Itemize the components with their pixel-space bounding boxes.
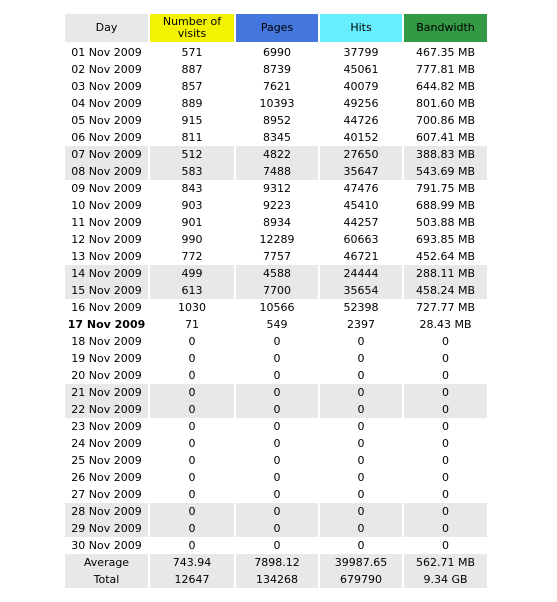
- table-row: [65, 43, 487, 61]
- cell-day: 16 Nov 2009: [65, 299, 149, 316]
- cell-day: 06 Nov 2009: [65, 129, 149, 146]
- cell-pages: 12289: [235, 231, 319, 248]
- cell-hits: 0: [319, 435, 403, 452]
- cell-visits: 0: [149, 418, 235, 435]
- cell-pages: 0: [235, 418, 319, 435]
- table-row: [65, 282, 487, 299]
- table-row: [65, 78, 487, 95]
- table-row: [65, 401, 487, 418]
- average-hits: 39987.65: [319, 554, 403, 571]
- cell-hits: 49256: [319, 95, 403, 112]
- header-visits: Number of visits: [149, 14, 235, 43]
- cell-visits: 571: [149, 43, 235, 61]
- cell-day: 15 Nov 2009: [65, 282, 149, 299]
- cell-bandwidth: 0: [403, 384, 487, 401]
- cell-hits: 40152: [319, 129, 403, 146]
- cell-bandwidth: 458.24 MB: [403, 282, 487, 299]
- cell-pages: 10566: [235, 299, 319, 316]
- cell-visits: 0: [149, 367, 235, 384]
- table-row: [65, 61, 487, 78]
- table-row: [65, 248, 487, 265]
- cell-bandwidth: 644.82 MB: [415, 80, 476, 93]
- cell-hits: 0: [319, 469, 403, 486]
- cell-day: 02 Nov 2009: [65, 61, 149, 78]
- cell-bandwidth: 0: [442, 539, 449, 552]
- cell-hits: 37799: [319, 43, 403, 61]
- cell-visits: 583: [149, 163, 235, 180]
- cell-bandwidth: 693.85 MB: [415, 233, 476, 246]
- daily-stats-table: [65, 14, 487, 588]
- cell-day: 29 Nov 2009: [65, 520, 149, 537]
- cell-bandwidth: 0: [442, 471, 449, 484]
- table-row: [65, 146, 487, 163]
- cell-day: 01 Nov 2009: [65, 43, 149, 61]
- table-row: [65, 384, 487, 401]
- cell-visits: 887: [149, 61, 235, 78]
- cell-bandwidth: 0: [442, 335, 449, 348]
- table-row: [65, 129, 487, 146]
- cell-pages: 8739: [235, 61, 319, 78]
- cell-bandwidth: 0: [442, 352, 449, 365]
- cell-hits: 45061: [319, 61, 403, 78]
- total-row: [65, 571, 487, 588]
- cell-pages: 6990: [235, 43, 319, 61]
- cell-bandwidth: 0: [442, 488, 449, 501]
- cell-day: 25 Nov 2009: [65, 452, 149, 469]
- table-row: [65, 537, 487, 554]
- cell-day: 08 Nov 2009: [65, 163, 149, 180]
- total-hits: 679790: [319, 571, 403, 588]
- total-visits: 12647: [149, 571, 235, 588]
- table-row: [65, 435, 487, 452]
- cell-bandwidth: 0: [442, 454, 449, 467]
- cell-visits: 0: [149, 401, 235, 418]
- cell-visits: 0: [149, 503, 235, 520]
- cell-pages: 0: [235, 367, 319, 384]
- cell-hits: 24444: [319, 265, 403, 282]
- cell-visits: 613: [149, 282, 235, 299]
- cell-bandwidth: 801.60 MB: [415, 97, 476, 110]
- cell-bandwidth: 28.43 MB: [419, 318, 472, 331]
- table-row: [65, 316, 487, 333]
- cell-bandwidth: 607.41 MB: [415, 131, 476, 144]
- table-row: [65, 367, 487, 384]
- cell-pages: 7488: [235, 163, 319, 180]
- cell-hits: 45410: [319, 197, 403, 214]
- table-row: [65, 452, 487, 469]
- cell-bandwidth: 688.99 MB: [415, 199, 476, 212]
- average-bandwidth: 562.71 MB: [403, 554, 487, 571]
- header-pages: Pages: [235, 14, 319, 43]
- cell-hits: 0: [319, 418, 403, 435]
- cell-visits: 990: [149, 231, 235, 248]
- cell-day: 23 Nov 2009: [65, 418, 149, 435]
- cell-day: 19 Nov 2009: [65, 350, 149, 367]
- cell-day: 12 Nov 2009: [65, 231, 149, 248]
- cell-day: 11 Nov 2009: [65, 214, 149, 231]
- cell-pages: 7757: [235, 248, 319, 265]
- cell-pages: 0: [235, 350, 319, 367]
- table-row: [65, 163, 487, 180]
- cell-visits: 0: [149, 469, 235, 486]
- table-row: [65, 299, 487, 316]
- cell-hits: 0: [319, 401, 403, 418]
- header-bandwidth: Bandwidth: [403, 14, 487, 43]
- cell-hits: 0: [319, 520, 403, 537]
- table-row: [65, 350, 487, 367]
- cell-pages: 8952: [235, 112, 319, 129]
- cell-hits: 0: [319, 333, 403, 350]
- cell-bandwidth: 727.77 MB: [415, 301, 476, 314]
- table-row: [65, 112, 487, 129]
- cell-bandwidth: 543.69 MB: [403, 163, 487, 180]
- cell-bandwidth: 0: [403, 520, 487, 537]
- average-visits: 743.94: [149, 554, 235, 571]
- cell-pages: 4588: [235, 265, 319, 282]
- cell-hits: 0: [319, 350, 403, 367]
- average-label: Average: [65, 554, 149, 571]
- cell-bandwidth: 791.75 MB: [415, 182, 476, 195]
- cell-day: 28 Nov 2009: [65, 503, 149, 520]
- table-row: [65, 197, 487, 214]
- cell-hits: 35647: [319, 163, 403, 180]
- average-pages: 7898.12: [235, 554, 319, 571]
- cell-visits: 0: [149, 537, 235, 554]
- cell-pages: 10393: [235, 95, 319, 112]
- cell-bandwidth: 0: [442, 369, 449, 382]
- cell-bandwidth: 0: [403, 503, 487, 520]
- cell-day: 03 Nov 2009: [65, 78, 149, 95]
- cell-visits: 0: [149, 384, 235, 401]
- cell-pages: 0: [235, 469, 319, 486]
- cell-day: 07 Nov 2009: [65, 146, 149, 163]
- cell-hits: 27650: [319, 146, 403, 163]
- cell-bandwidth: 0: [403, 401, 487, 418]
- table-row: [65, 469, 487, 486]
- cell-pages: 0: [235, 333, 319, 350]
- cell-bandwidth: 777.81 MB: [415, 63, 476, 76]
- cell-hits: 44726: [319, 112, 403, 129]
- header-hits: Hits: [319, 14, 403, 43]
- cell-day: 30 Nov 2009: [65, 537, 149, 554]
- cell-visits: 512: [149, 146, 235, 163]
- cell-visits: 0: [149, 452, 235, 469]
- cell-pages: 4822: [235, 146, 319, 163]
- table-row: [65, 486, 487, 503]
- cell-day: 27 Nov 2009: [65, 486, 149, 503]
- cell-hits: 0: [319, 486, 403, 503]
- cell-pages: 0: [235, 384, 319, 401]
- cell-pages: 0: [235, 435, 319, 452]
- cell-day: 17 Nov 2009: [65, 316, 149, 333]
- cell-hits: 0: [319, 452, 403, 469]
- cell-hits: 0: [319, 537, 403, 554]
- cell-day: 10 Nov 2009: [65, 197, 149, 214]
- cell-hits: 52398: [319, 299, 403, 316]
- cell-visits: 0: [149, 350, 235, 367]
- total-label: Total: [65, 571, 149, 588]
- cell-pages: 0: [235, 520, 319, 537]
- total-bandwidth: 9.34 GB: [403, 571, 487, 588]
- cell-bandwidth: 700.86 MB: [415, 114, 476, 127]
- cell-bandwidth: 288.11 MB: [403, 265, 487, 282]
- cell-bandwidth: 388.83 MB: [403, 146, 487, 163]
- table-row: [65, 214, 487, 231]
- cell-visits: 0: [149, 435, 235, 452]
- cell-hits: 40079: [319, 78, 403, 95]
- cell-day: 21 Nov 2009: [65, 384, 149, 401]
- table-row: [65, 265, 487, 282]
- cell-visits: 0: [149, 486, 235, 503]
- cell-visits: 889: [149, 95, 235, 112]
- table-row: [65, 95, 487, 112]
- cell-pages: 7700: [235, 282, 319, 299]
- cell-pages: 9223: [235, 197, 319, 214]
- cell-visits: 901: [149, 214, 235, 231]
- cell-pages: 549: [235, 316, 319, 333]
- cell-pages: 0: [235, 452, 319, 469]
- table-row: [65, 231, 487, 248]
- table-row: [65, 520, 487, 537]
- cell-hits: 47476: [319, 180, 403, 197]
- cell-bandwidth: 452.64 MB: [415, 250, 476, 263]
- total-pages: 134268: [235, 571, 319, 588]
- cell-day: 05 Nov 2009: [65, 112, 149, 129]
- table-row: [65, 333, 487, 350]
- cell-visits: 0: [149, 520, 235, 537]
- cell-day: 13 Nov 2009: [65, 248, 149, 265]
- cell-pages: 7621: [235, 78, 319, 95]
- cell-hits: 44257: [319, 214, 403, 231]
- cell-visits: 0: [149, 333, 235, 350]
- table-row: [65, 180, 487, 197]
- cell-visits: 843: [149, 180, 235, 197]
- cell-visits: 1030: [149, 299, 235, 316]
- cell-day: 18 Nov 2009: [65, 333, 149, 350]
- cell-pages: 0: [235, 503, 319, 520]
- average-row: [65, 554, 487, 571]
- cell-bandwidth: 467.35 MB: [415, 46, 476, 59]
- cell-visits: 915: [149, 112, 235, 129]
- cell-day: 04 Nov 2009: [65, 95, 149, 112]
- cell-hits: 0: [319, 384, 403, 401]
- cell-hits: 0: [319, 503, 403, 520]
- cell-hits: 46721: [319, 248, 403, 265]
- cell-pages: 8345: [235, 129, 319, 146]
- cell-visits: 857: [149, 78, 235, 95]
- cell-hits: 0: [319, 367, 403, 384]
- cell-pages: 8934: [235, 214, 319, 231]
- cell-visits: 499: [149, 265, 235, 282]
- cell-visits: 811: [149, 129, 235, 146]
- cell-day: 20 Nov 2009: [65, 367, 149, 384]
- table-row: [65, 418, 487, 435]
- cell-day: 26 Nov 2009: [65, 469, 149, 486]
- header-day: Day: [65, 14, 149, 43]
- cell-visits: 903: [149, 197, 235, 214]
- table-row: [65, 503, 487, 520]
- cell-hits: 35654: [319, 282, 403, 299]
- cell-hits: 2397: [319, 316, 403, 333]
- cell-pages: 9312: [235, 180, 319, 197]
- cell-pages: 0: [235, 486, 319, 503]
- cell-day: 24 Nov 2009: [65, 435, 149, 452]
- cell-bandwidth: 0: [442, 420, 449, 433]
- cell-pages: 0: [235, 537, 319, 554]
- cell-hits: 60663: [319, 231, 403, 248]
- cell-visits: 71: [149, 316, 235, 333]
- cell-visits: 772: [149, 248, 235, 265]
- cell-day: 14 Nov 2009: [65, 265, 149, 282]
- cell-bandwidth: 503.88 MB: [415, 216, 476, 229]
- cell-bandwidth: 0: [442, 437, 449, 450]
- header-row: [65, 14, 487, 43]
- cell-day: 22 Nov 2009: [65, 401, 149, 418]
- cell-pages: 0: [235, 401, 319, 418]
- cell-day: 09 Nov 2009: [65, 180, 149, 197]
